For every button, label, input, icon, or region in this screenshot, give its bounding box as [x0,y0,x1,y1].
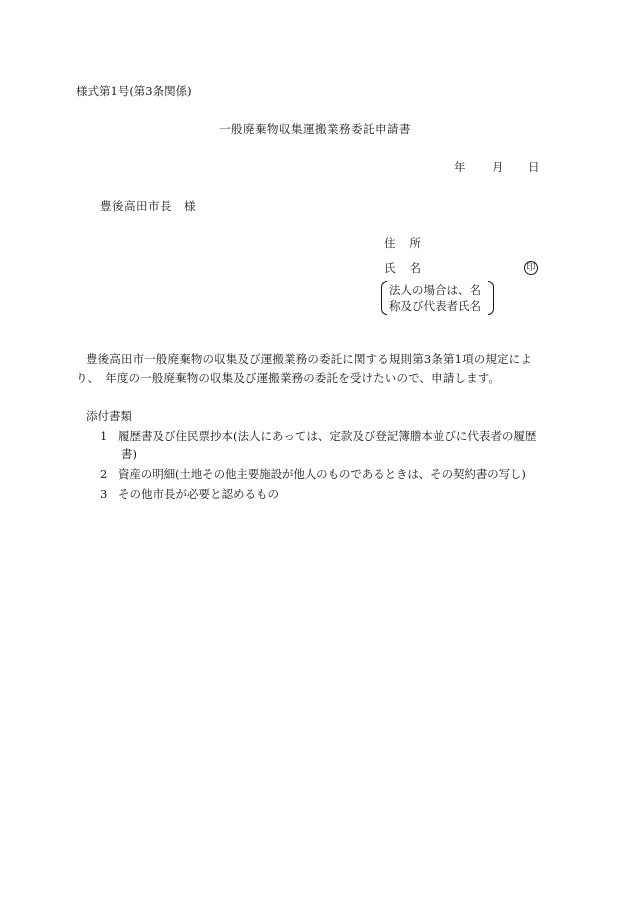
attachment-3-number: 3 [100,487,108,501]
corporate-note-line-2: 称及び代表者氏名 [389,299,481,313]
address-label-char-2: 所 [409,236,421,250]
document-title: 一般廃棄物収集運搬業務委託申請書 [219,122,411,136]
form-number: 様式第1号(第3条関係) [76,84,192,98]
attachment-1-continuation: 書) [121,447,137,461]
right-bracket [488,281,494,315]
attachment-3-text: その他市長が必要と認めるもの [118,487,279,501]
date-day-label: 日 [528,160,540,174]
address-label-char-1: 住 [384,236,396,250]
attachment-2-text: 資産の明細(土地その他主要施設が他人のものであるときは、その契約書の写し) [118,467,526,481]
corporate-note-line-1: 法人の場合は、名 [389,283,481,297]
corporate-note [381,281,494,315]
name-label-char-2: 名 [409,261,421,275]
date-year-label: 年 [454,160,466,174]
addressee: 豊後高田市長 様 [100,199,196,213]
body-text-line-2: り、 年度の一般廃棄物の収集及び運搬業務の委託を受けたいので、申請します。 [76,371,501,385]
name-label-char-1: 氏 [384,261,396,275]
body-text-line-1: 豊後高田市一般廃棄物の収集及び運搬業務の委託に関する規則第3条第1項の規定によ [86,352,532,366]
attachments-heading: 添付書類 [86,409,132,423]
attachment-1-text: 履歴書及び住民票抄本(法人にあっては、定款及び登記簿謄本並びに代表者の履歴 [118,429,537,443]
attachment-1-number: 1 [100,429,108,443]
date-month-label: 月 [492,160,504,174]
attachment-2-number: 2 [100,467,108,481]
address-label [384,238,421,250]
left-bracket [381,281,387,315]
name-label [384,263,421,275]
seal-mark: 印 [524,261,538,275]
